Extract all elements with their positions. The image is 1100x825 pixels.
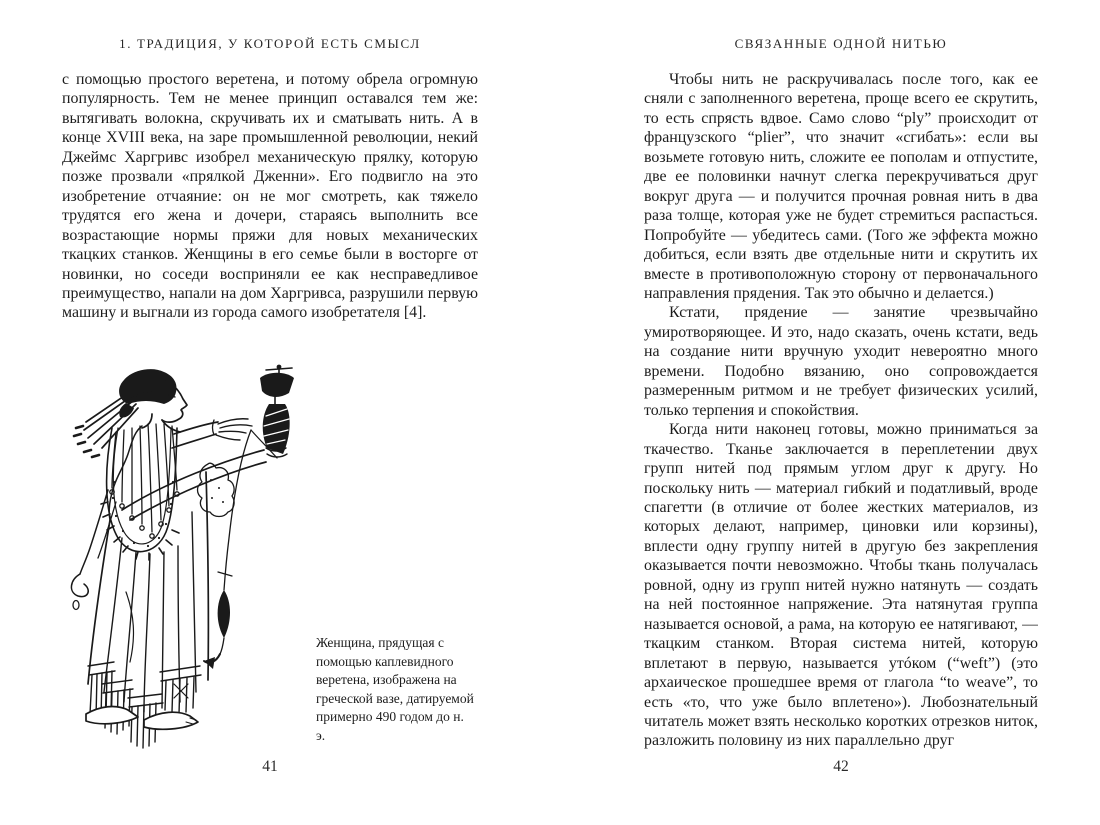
paragraph: Кстати, прядение — занятие чрезвычайно умиротворяющее. И это, надо сказать, очень кстати, ведь на создание нити вручную уходит невероятно много времени. Подобно вязанию, оно сопровождается размеренным ритмом и не требует физических усилий, только терпения и спокойствия. [644,304,1038,419]
right-page-number: 42 [833,758,849,775]
left-body-text [62,70,478,323]
left-running-header: 1. ТРАДИЦИЯ, У КОТОРОЙ ЕСТЬ СМЫСЛ [119,36,421,51]
paragraph: Когда нити наконец готовы, можно приниматься за ткачество. Тканье заключается в переплетении двух групп нитей под прямым углом друг к другу. Но поскольку нить — материал гибкий и податливый, вроде спагетти (в отличие от более жестких материалов, из которых делают, например, циновки или корзины), вплести одну группу нитей в другую без закрепления оказывается почти невозможно. Чтобы ткань получалась ровной, одну из групп нитей нужно натянуть — создать на ней постоянное напряжение. Эта натянутая группа называется основой, а рама, на которую ее натягивают, — ткацким станком. Вторая система нитей, которую вплетают в первую, называется утóком (“weft”) (это архаическое прошедшее время от глагола “to weave”, то есть «то, что уже было вплетено»). Любознательный читатель может взять несколько коротких отрезков ниток, разложить половину из них параллельно друг [644,421,1038,750]
spinning-woman-drawing [56,362,308,766]
right-page [644,0,1038,825]
paragraph: Чтобы нить не раскручивалась после того, как ее сняли с заполненного веретена, проще всего ее скрутить, то есть спрясть вдвое. Само слово “ply” происходит от французского “plier”, что значит «сгибать»: если вы возьмете готовую нить, сложите ее пополам и отпустите, две ее половинки начнут слегка перекручиваться друг вокруг друга — и получится прочная ровная нить в два раза толще, которая уже не будет стремиться распасться. Попробуйте — убедитесь сами. (Того же эффекта можно добиться, если взять две отдельные нити и скрутить их вместе в противоположную сторону от первоначального направления прядения. Так это обычно и делается.) [644,71,1038,302]
right-running-header: СВЯЗАННЫЕ ОДНОЙ НИТЬЮ [734,36,948,51]
vase-illustration [56,362,308,766]
left-page-number: 41 [262,758,278,775]
right-body-text [644,70,1038,751]
paragraph: с помощью простого веретена, и потому обрела огромную популярность. Тем не менее принцип оставался тем же: вытягивать волокна, скручивать их и сматывать нить. А в конце XVIII века, на заре промышленной революции, некий Джеймс Харгривс изобрел механическую прялку, которую позже прозвали «прялкой Дженни». Его подвигло на это изобретение отчаяние: он не мог смотреть, как тяжело трудятся его жена и дочери, стараясь выполнить все возрастающие нормы пряжи для новых механических ткацких станков. Женщины в его семье были в восторге от новинки, но соседи восприняли ее как несправедливое преимущество, напали на дом Харгривса, разрушили первую машину и выгнали из города самого изобретателя [4]. [62,71,478,322]
left-page [62,0,478,825]
illustration-caption: Женщина, прядущая с помощью каплевидного веретена, изображена на греческой вазе, датируемой примерно 490 годом до н. э. [316,635,474,743]
